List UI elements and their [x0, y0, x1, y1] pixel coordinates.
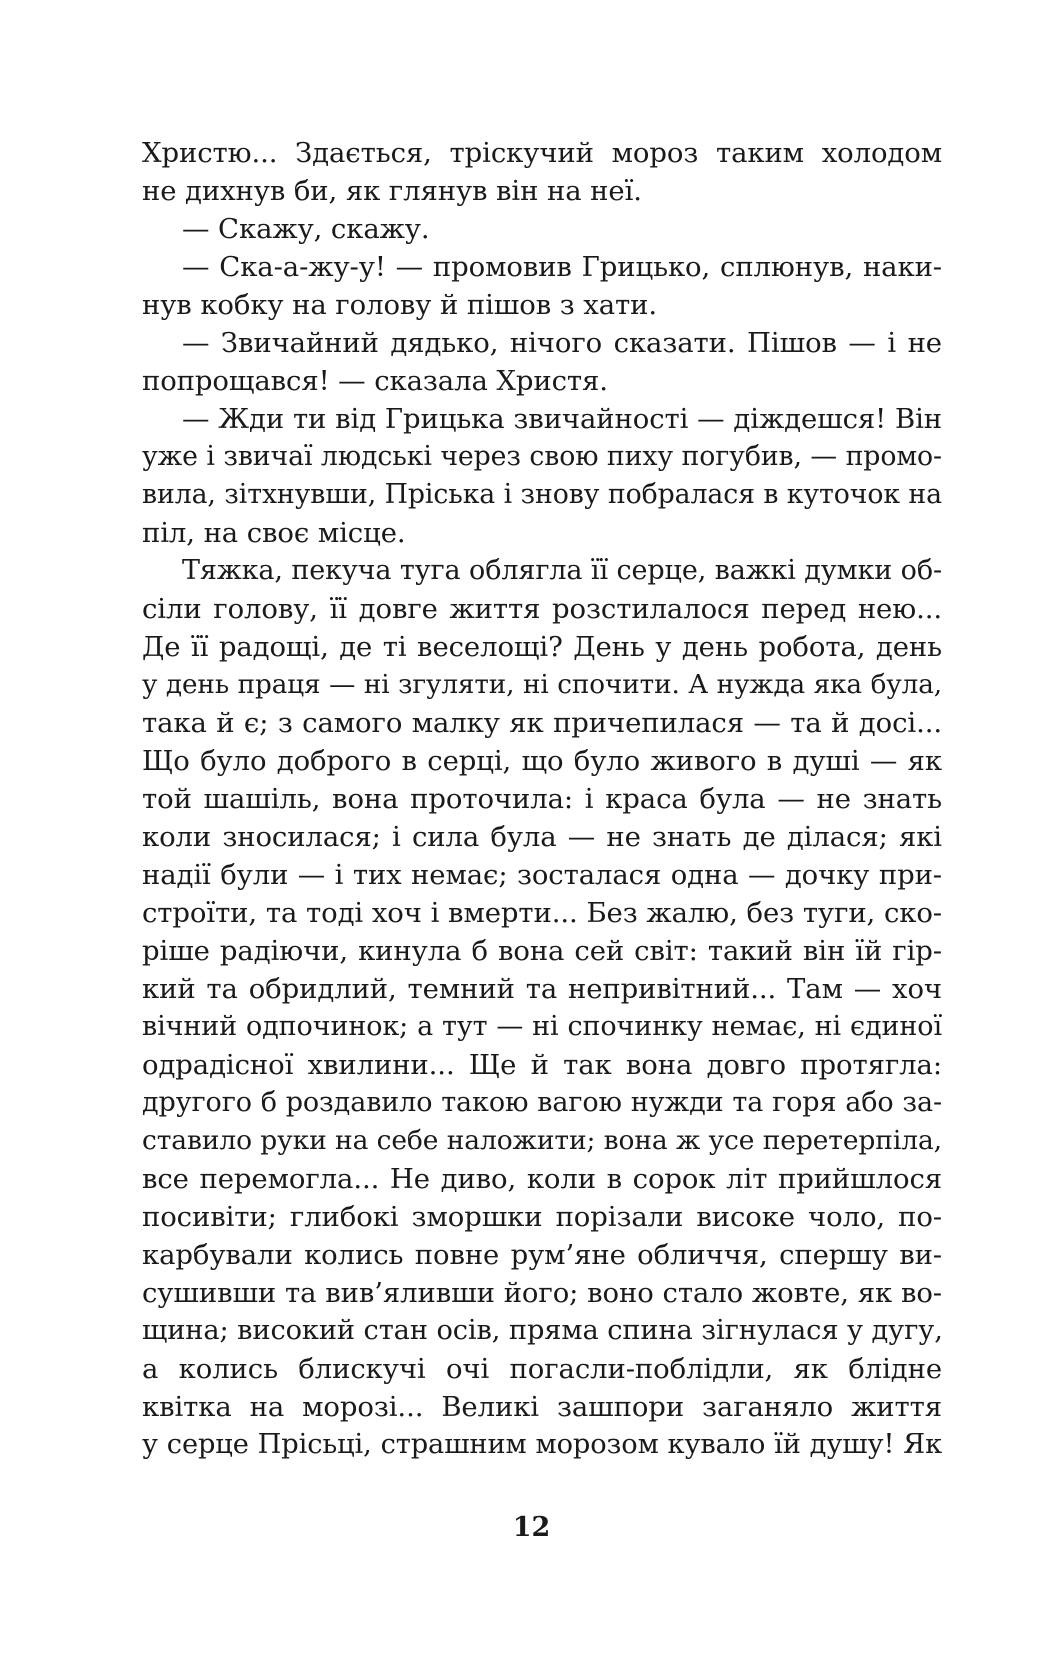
- text-line: сіли голову, її довге життя розстилалося перед нею...: [142, 593, 942, 625]
- text-line: одрадісної хвилини... Ще й так вона довго протягла:: [142, 1049, 942, 1081]
- text-line: квітка на морозі... Великі зашпори заганяло життя: [142, 1391, 942, 1423]
- text-line: така й є; з самого малку як причепилася — та й досі...: [142, 707, 942, 739]
- text-line: Що було доброго в серці, що було живого в душі — як: [142, 745, 942, 777]
- text-line: Тяжка, пекуча туга облягла її серце, важкі думки об-: [182, 555, 942, 586]
- text-line: сушивши та вив’яливши його; воно стало жовте, як во-: [142, 1277, 942, 1309]
- text-line: — Ска-а-жу-у! — промовив Грицько, сплюнув, наки-: [182, 251, 942, 283]
- text-line: не дихнув би, як глянув він на неї.: [142, 175, 642, 207]
- text-line: вила, зітхнувши, Пріська і знову побралася в куточок на: [142, 479, 942, 510]
- text-line: посивіти; глибокі зморшки порізали високе чоло, по-: [142, 1201, 942, 1233]
- text-line: у день праця — ні згуляти, ні спочити. А нужда яка була,: [142, 670, 942, 700]
- text-line: Христю... Здається, тріскучий мороз таким холодом: [142, 137, 942, 169]
- text-line: попрощався! — сказала Христя.: [142, 365, 608, 397]
- text-line: ставило руки на себе наложити; вона ж усе перетерпіла,: [142, 1125, 942, 1156]
- text-line: той шашіль, вона проточила: і краса була — не знать: [142, 783, 942, 815]
- text-line: вічний одпочинок; а тут — ні спочинку немає, ні єдиної: [142, 1011, 942, 1042]
- text-line: коли зносилася; і сила була — не знать де ділася; які: [142, 821, 942, 853]
- text-line: щина; високий стан осів, пряма спина зігнулася у дугу,: [142, 1315, 943, 1346]
- text-line: піл, на своє місце.: [142, 517, 406, 549]
- text-line: надії були — і тих немає; зосталася одна — дочку при-: [142, 859, 942, 891]
- text-line: — Звичайний дядько, нічого сказати. Пішов — і не: [182, 327, 942, 359]
- text-line: — Скажу, скажу.: [182, 213, 430, 245]
- text-line: ріше радіючи, кинула б вона сей світ: такий він їй гір-: [142, 935, 942, 967]
- text-line: у серце Прісьці, страшним морозом кувало їй душу! Як: [142, 1429, 942, 1460]
- text-line: строїти, та тоді хоч і вмерти... Без жалю, без туги, ско-: [142, 897, 942, 929]
- text-line: кий та обридлий, темний та непривітний... Там — хоч: [142, 973, 942, 1005]
- text-line: нув кобку на голову й пішов з хати.: [142, 289, 657, 321]
- text-line: все перемогла... Не диво, коли в сорок літ прийшлося: [142, 1163, 942, 1195]
- text-line: — Жди ти від Грицька звичайності — діждешся! Він: [182, 403, 942, 435]
- text-line: а колись блискучі очі погасли-поблідли, як блідне: [142, 1353, 942, 1385]
- page-number: 12: [512, 1512, 551, 1543]
- text-line: карбували колись повне рум’яне обличчя, спершу ви-: [142, 1239, 942, 1271]
- text-line: Де її радощі, де ті веселощі? День у день робота, день: [142, 631, 942, 663]
- book-page-text: [142, 134, 942, 1464]
- text-line: уже і звичаї людські через свою пиху погубив, — промо-: [142, 441, 942, 472]
- text-line: другого б роздавило такою вагою нужди та горя або за-: [142, 1087, 942, 1118]
